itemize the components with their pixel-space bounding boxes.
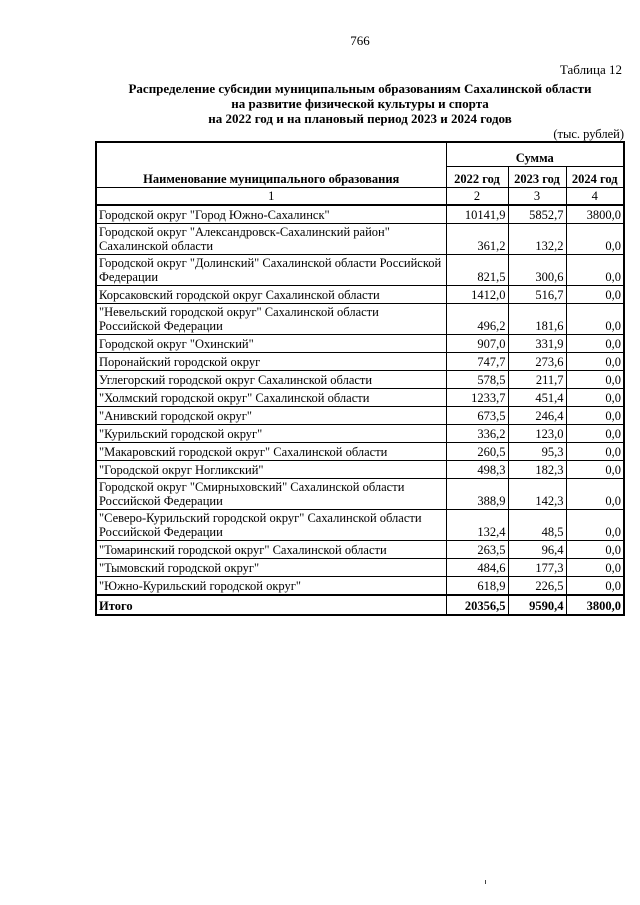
value-2024: 0,0: [566, 510, 624, 541]
value-2022: 907,0: [446, 335, 508, 353]
value-2022: 1233,7: [446, 389, 508, 407]
table-row: [96, 286, 624, 304]
value-2024: 0,0: [566, 559, 624, 577]
value-2024: 0,0: [566, 407, 624, 425]
municipality-name: "Томаринский городской округ" Сахалинской области: [96, 541, 446, 559]
municipality-name: Городской округ "Долинский" Сахалинской области Российской Федерации: [96, 255, 446, 286]
table-row: [96, 559, 624, 577]
page-number: 766: [350, 33, 370, 48]
value-2023: 451,4: [508, 389, 566, 407]
value-2024: 0,0: [566, 224, 624, 255]
value-2022: 10141,9: [446, 205, 508, 224]
value-2022: 361,2: [446, 224, 508, 255]
title-line: на развитие физической культуры и спорта: [231, 96, 489, 111]
municipality-name: Углегорский городской округ Сахалинской области: [96, 371, 446, 389]
municipality-name: "Южно-Курильский городской округ": [96, 577, 446, 596]
value-2024: 0,0: [566, 425, 624, 443]
value-2022: 821,5: [446, 255, 508, 286]
value-2022: 618,9: [446, 577, 508, 596]
value-2022: 578,5: [446, 371, 508, 389]
value-2022: 263,5: [446, 541, 508, 559]
table-row: [96, 224, 624, 255]
value-2023: 5852,7: [508, 205, 566, 224]
table-body: [96, 205, 624, 595]
value-2023: 211,7: [508, 371, 566, 389]
value-2023: 177,3: [508, 559, 566, 577]
value-2022: 484,6: [446, 559, 508, 577]
total-row: [96, 595, 624, 615]
value-2023: 182,3: [508, 461, 566, 479]
value-2024: 0,0: [566, 335, 624, 353]
value-2024: 0,0: [566, 255, 624, 286]
value-2023: 300,6: [508, 255, 566, 286]
year-header-2023: 2023 год: [508, 166, 566, 187]
municipality-name: Поронайский городской округ: [96, 353, 446, 371]
value-2023: 246,4: [508, 407, 566, 425]
table-row: [96, 407, 624, 425]
value-2022: 747,7: [446, 353, 508, 371]
table-row: [96, 389, 624, 407]
column-index: 4: [566, 188, 624, 206]
column-index-row: [96, 188, 624, 206]
year-header-2022: 2022 год: [446, 166, 508, 187]
municipality-name: "Макаровский городской округ" Сахалинской области: [96, 443, 446, 461]
value-2023: 142,3: [508, 479, 566, 510]
value-2022: 132,4: [446, 510, 508, 541]
name-column-header: Наименование муниципального образования: [96, 142, 446, 188]
municipality-name: "Невельский городской округ" Сахалинской области Российской Федерации: [96, 304, 446, 335]
municipality-name: Городской округ "Город Южно-Сахалинск": [96, 205, 446, 224]
municipality-name: Городской округ "Александровск-Сахалинский район" Сахалинской области: [96, 224, 446, 255]
value-2023: 48,5: [508, 510, 566, 541]
value-2022: 388,9: [446, 479, 508, 510]
municipality-name: Корсаковский городской округ Сахалинской области: [96, 286, 446, 304]
value-2023: 132,2: [508, 224, 566, 255]
scan-mark: [485, 880, 486, 884]
sum-column-header: Сумма: [446, 142, 624, 166]
table-row: [96, 443, 624, 461]
units-note: (тыс. рублей): [553, 127, 624, 141]
value-2022: 1412,0: [446, 286, 508, 304]
total-2023: 9590,4: [508, 595, 566, 615]
value-2024: 3800,0: [566, 205, 624, 224]
value-2024: 0,0: [566, 541, 624, 559]
value-2024: 0,0: [566, 577, 624, 596]
value-2023: 331,9: [508, 335, 566, 353]
municipality-name: "Северо-Курильский городской округ" Сахалинской области Российской Федерации: [96, 510, 446, 541]
table-row: [96, 255, 624, 286]
column-index: 1: [96, 188, 446, 206]
municipality-name: "Курильский городской округ": [96, 425, 446, 443]
municipality-name: "Холмский городской округ" Сахалинской области: [96, 389, 446, 407]
value-2024: 0,0: [566, 353, 624, 371]
value-2023: 226,5: [508, 577, 566, 596]
value-2022: 673,5: [446, 407, 508, 425]
column-index: 2: [446, 188, 508, 206]
total-2022: 20356,5: [446, 595, 508, 615]
municipality-name: Городской округ "Смирныховский" Сахалинской области Российской Федерации: [96, 479, 446, 510]
municipality-name: Городской округ "Охинский": [96, 335, 446, 353]
table-row: [96, 205, 624, 224]
column-index: 3: [508, 188, 566, 206]
table-row: [96, 479, 624, 510]
value-2022: 496,2: [446, 304, 508, 335]
municipality-name: "Анивский городской округ": [96, 407, 446, 425]
value-2023: 96,4: [508, 541, 566, 559]
value-2023: 273,6: [508, 353, 566, 371]
total-2024: 3800,0: [566, 595, 624, 615]
value-2023: 95,3: [508, 443, 566, 461]
title-line: Распределение субсидии муниципальным образованиям Сахалинской области: [128, 81, 592, 96]
value-2024: 0,0: [566, 304, 624, 335]
municipality-name: "Городской округ Ногликский": [96, 461, 446, 479]
year-header-2024: 2024 год: [566, 166, 624, 187]
value-2023: 123,0: [508, 425, 566, 443]
table-row: [96, 425, 624, 443]
value-2024: 0,0: [566, 443, 624, 461]
value-2022: 260,5: [446, 443, 508, 461]
value-2024: 0,0: [566, 389, 624, 407]
table-label: Таблица 12: [559, 62, 622, 77]
value-2024: 0,0: [566, 286, 624, 304]
value-2024: 0,0: [566, 371, 624, 389]
table-row: [96, 335, 624, 353]
total-label: Итого: [96, 595, 446, 615]
subsidy-table: [95, 141, 625, 616]
value-2023: 516,7: [508, 286, 566, 304]
value-2022: 336,2: [446, 425, 508, 443]
value-2024: 0,0: [566, 461, 624, 479]
value-2023: 181,6: [508, 304, 566, 335]
table-row: [96, 541, 624, 559]
municipality-name: "Тымовский городской округ": [96, 559, 446, 577]
table-row: [96, 577, 624, 596]
table-row: [96, 510, 624, 541]
title-line: на 2022 год и на плановый период 2023 и 2024 годов: [208, 111, 512, 126]
table-row: [96, 304, 624, 335]
table-row: [96, 461, 624, 479]
value-2024: 0,0: [566, 479, 624, 510]
table-row: [96, 353, 624, 371]
value-2022: 498,3: [446, 461, 508, 479]
document-title: [60, 81, 640, 126]
table-row: [96, 371, 624, 389]
